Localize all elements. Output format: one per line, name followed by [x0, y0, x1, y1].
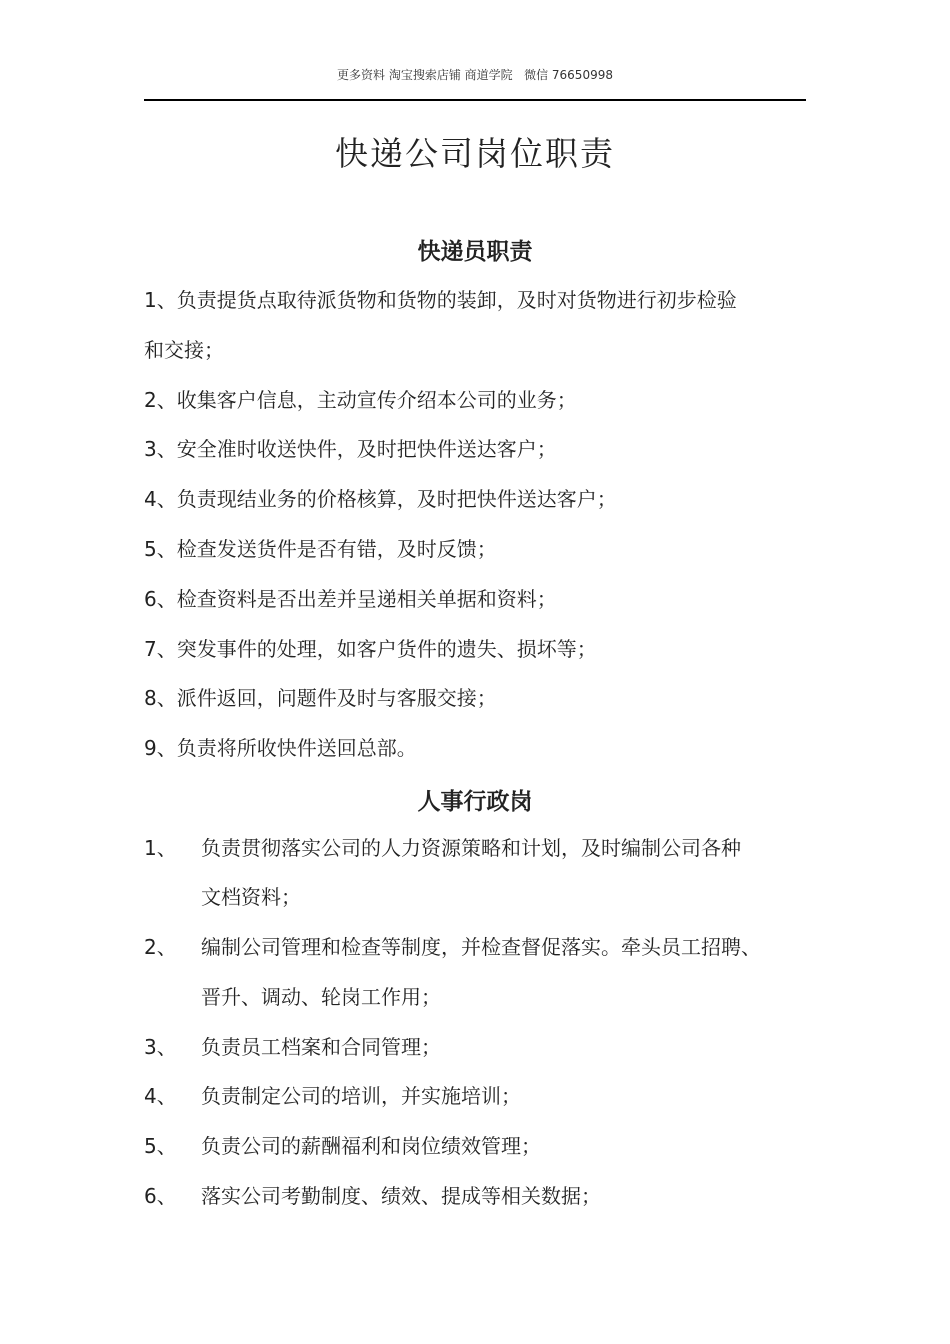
section-heading-hr-admin: 人事行政岗 [417, 789, 533, 815]
hr-duty-text-continued: 晋升、调动、轮岗工作用； [201, 985, 441, 1009]
courier-duty-line: 3、安全准时收送快件，及时把快件送达客户； [144, 437, 557, 461]
hr-duty-text: 落实公司考勤制度、绩效、提成等相关数据； [201, 1184, 601, 1208]
hr-duty-text: 负责贯彻落实公司的人力资源策略和计划，及时编制公司各种 [201, 836, 741, 860]
courier-duty-line: 1、负责提货点取待派货物和货物的装卸，及时对货物进行初步检验 [144, 288, 737, 312]
hr-duty-number: 5、 [144, 1134, 177, 1158]
hr-duty-number: 1、 [144, 836, 177, 860]
courier-duty-line: 5、检查发送货件是否有错，及时反馈； [144, 537, 497, 561]
document-title: 快递公司岗位职责 [335, 134, 615, 173]
hr-duty-number: 4、 [144, 1084, 177, 1108]
section-heading-courier: 快递员职责 [417, 239, 533, 265]
courier-duty-line: 2、收集客户信息，主动宣传介绍本公司的业务； [144, 388, 577, 412]
hr-duty-text: 编制公司管理和检查等制度，并检查督促落实。牵头员工招聘、 [201, 935, 761, 959]
hr-duty-text-continued: 文档资料； [201, 885, 301, 909]
hr-duty-number: 2、 [144, 935, 177, 959]
courier-duty-line: 7、突发事件的处理，如客户货件的遗失、损坏等； [144, 637, 597, 661]
page-header [0, 66, 950, 83]
courier-duty-line: 6、检查资料是否出差并呈递相关单据和资料； [144, 587, 557, 611]
courier-duty-line: 4、负责现结业务的价格核算，及时把快件送达客户； [144, 487, 617, 511]
hr-duty-text: 负责制定公司的培训，并实施培训； [201, 1084, 521, 1108]
hr-duty-number: 6、 [144, 1184, 177, 1208]
header-text: 更多资料 淘宝搜索店铺 商道学院 微信 [337, 68, 552, 82]
hr-duty-number: 3、 [144, 1035, 177, 1059]
header-wechat-id: 76650998 [551, 68, 613, 82]
courier-duty-line: 9、负责将所收快件送回总部。 [144, 736, 417, 760]
hr-duty-text: 负责公司的薪酬福利和岗位绩效管理； [201, 1134, 541, 1158]
hr-duty-text: 负责员工档案和合同管理； [201, 1035, 441, 1059]
header-rule [144, 99, 806, 101]
courier-duty-line: 8、派件返回，问题件及时与客服交接； [144, 686, 497, 710]
courier-duty-line: 和交接； [144, 338, 224, 362]
